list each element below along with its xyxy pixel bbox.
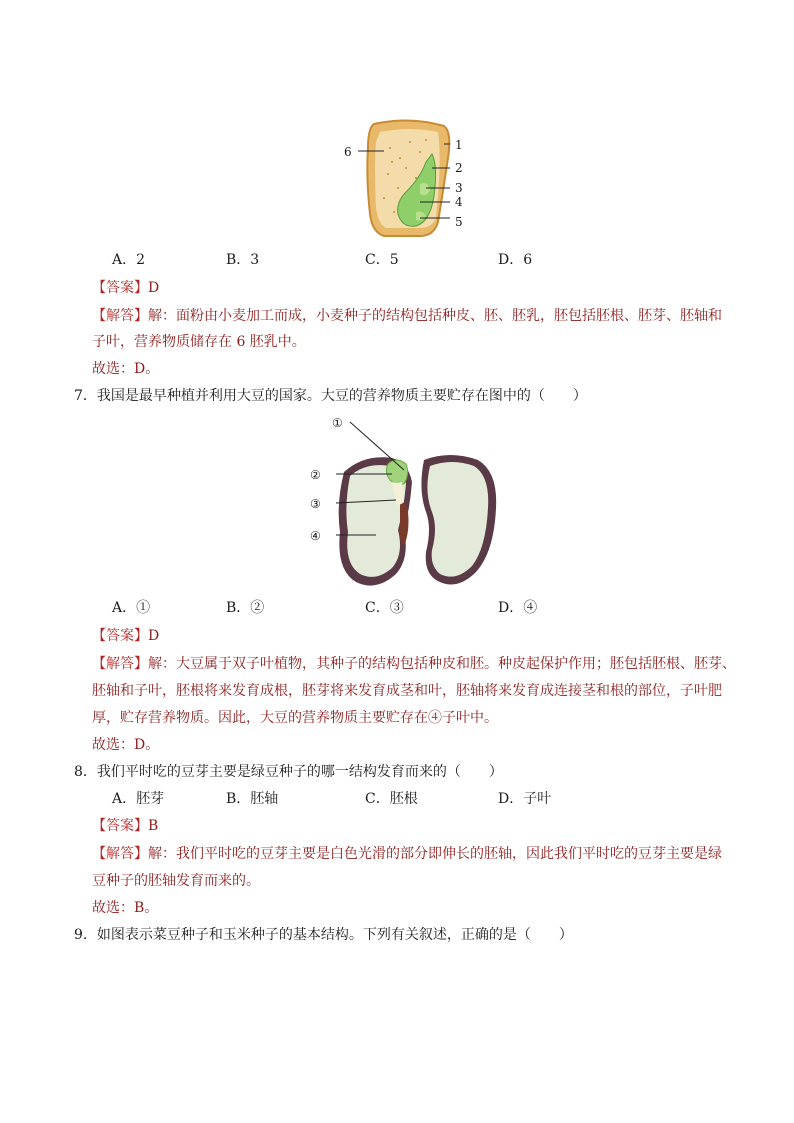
- answer-value: D: [148, 280, 160, 296]
- q7-answer-line: [92, 626, 159, 646]
- soy-label-4: ④: [310, 529, 321, 543]
- q8-option-a: A．胚芽: [112, 791, 165, 807]
- q6-option-b: B．3: [226, 252, 260, 268]
- q6-answer-line: [92, 278, 159, 298]
- answer-value: D: [148, 628, 160, 644]
- q8-conclusion: 故选：B。: [92, 900, 159, 916]
- wheat-seed-diagram: [340, 118, 480, 243]
- q9-question: 9．如图表示菜豆种子和玉米种子的基本结构。下列有关叙述，正确的是（ ）: [74, 927, 573, 943]
- wheat-label-4: 4: [455, 195, 463, 209]
- q6-analysis-line2: 子叶，营养物质储存在 6 胚乳中。: [92, 334, 306, 350]
- soy-label-3: ③: [310, 497, 321, 511]
- q7-analysis-line2: 胚轴和子叶，胚根将来发育成根，胚芽将来发育成茎和叶，胚轴将来发育成连接茎和根的部位，子叶肥: [92, 683, 722, 699]
- q6-option-a: A．2: [112, 252, 146, 268]
- soy-label-2: ②: [310, 468, 321, 482]
- q6-analysis-line1: [92, 306, 722, 326]
- q7-analysis-line1: [92, 654, 736, 674]
- q6-conclusion: 故选：D。: [92, 361, 160, 377]
- analysis-text: 解：我们平时吃的豆芽主要是白色光滑的部分即伸长的胚轴，因此我们平时吃的豆芽主要是绿: [148, 846, 722, 862]
- wheat-label-5: 5: [455, 215, 463, 229]
- q7-question: 7．我国是最早种植并利用大豆的国家。大豆的营养物质主要贮存在图中的（ ）: [74, 388, 587, 404]
- wheat-label-1: 1: [455, 138, 463, 152]
- analysis-tag: 【解答】: [92, 846, 148, 862]
- q6-option-d: D．6: [498, 252, 533, 268]
- q7-analysis-line3: 厚，贮存营养物质。因此，大豆的营养物质主要贮存在④子叶中。: [92, 710, 498, 726]
- q8-question: 8．我们平时吃的豆芽主要是绿豆种子的哪一结构发育而来的（ ）: [74, 764, 503, 780]
- q8-analysis-line1: [92, 844, 722, 864]
- analysis-tag: 【解答】: [92, 308, 148, 324]
- q7-option-d: D．④: [498, 600, 538, 616]
- wheat-label-6: 6: [344, 145, 352, 159]
- analysis-tag: 【解答】: [92, 656, 148, 672]
- q8-option-c: C．胚根: [365, 791, 418, 807]
- q8-option-b: B．胚轴: [226, 791, 279, 807]
- q8-answer-line: [92, 816, 158, 836]
- q8-option-d: D．子叶: [498, 791, 552, 807]
- answer-tag: 【答案】: [92, 280, 148, 296]
- q7-option-c: C．③: [365, 600, 404, 616]
- q7-conclusion: 故选：D。: [92, 737, 160, 753]
- q6-option-c: C．5: [365, 252, 399, 268]
- q8-analysis-line2: 豆种子的胚轴发育而来的。: [92, 873, 260, 889]
- soy-label-1: ①: [332, 416, 343, 430]
- answer-tag: 【答案】: [92, 818, 148, 834]
- soybean-seed-diagram: [300, 412, 510, 592]
- analysis-text: 解：大豆属于双子叶植物，其种子的结构包括种皮和胚。种皮起保护作用；胚包括胚根、胚芽、: [148, 656, 736, 672]
- q7-option-a: A．①: [112, 600, 151, 616]
- wheat-label-3: 3: [455, 181, 463, 195]
- wheat-label-2: 2: [455, 161, 463, 175]
- q7-option-b: B．②: [226, 600, 265, 616]
- answer-tag: 【答案】: [92, 628, 148, 644]
- analysis-text: 解：面粉由小麦加工而成，小麦种子的结构包括种皮、胚、胚乳，胚包括胚根、胚芽、胚轴和: [148, 308, 722, 324]
- answer-value: B: [148, 818, 159, 834]
